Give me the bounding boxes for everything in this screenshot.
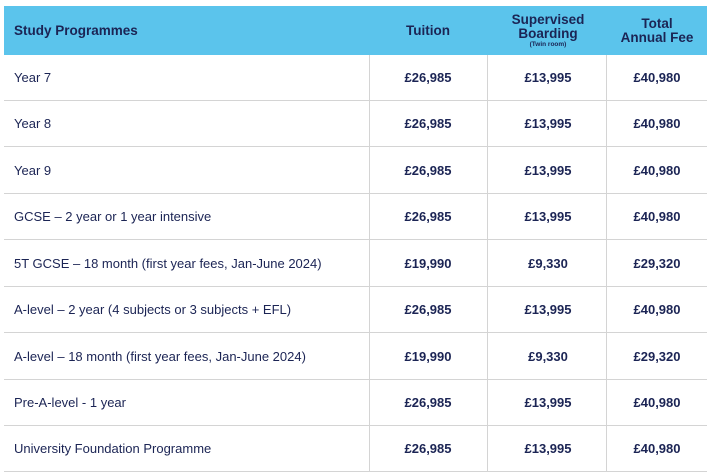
column-divider	[487, 55, 488, 471]
table-row	[4, 426, 707, 472]
total-cell: £40,980	[633, 163, 681, 178]
table-row	[4, 287, 707, 333]
header-tuition: Tuition	[406, 22, 450, 38]
table-row	[4, 334, 707, 380]
column-divider	[369, 55, 370, 471]
total-cell: £40,980	[633, 395, 681, 410]
total-cell: £40,980	[633, 302, 681, 317]
table-row	[4, 148, 707, 194]
total-cell: £29,320	[633, 349, 681, 364]
boarding-cell: £13,995	[524, 441, 572, 456]
total-cell: £40,980	[633, 209, 681, 224]
boarding-cell: £13,995	[524, 70, 572, 85]
boarding-cell: £13,995	[524, 163, 572, 178]
boarding-cell: £13,995	[524, 116, 572, 131]
programme-cell: 5T GCSE – 18 month (first year fees, Jan-June 2024)	[14, 256, 322, 271]
tuition-cell: £19,990	[404, 349, 452, 364]
table-header	[4, 6, 707, 55]
programme-cell: A-level – 18 month (first year fees, Jan-June 2024)	[14, 349, 306, 364]
header-total-line2: Annual Fee	[620, 29, 694, 45]
programme-cell: GCSE – 2 year or 1 year intensive	[14, 209, 212, 224]
table-row	[4, 241, 707, 287]
programme-cell: Pre-A-level - 1 year	[14, 395, 126, 410]
programme-cell: Year 7	[14, 70, 52, 85]
tuition-cell: £19,990	[404, 256, 452, 271]
tuition-cell: £26,985	[404, 302, 452, 317]
tuition-cell: £26,985	[404, 163, 452, 178]
tuition-cell: £26,985	[404, 209, 452, 224]
header-boarding-line2: Boarding	[518, 25, 578, 41]
programme-cell: Year 8	[14, 116, 52, 131]
header-supervised-boarding	[489, 6, 607, 55]
total-cell: £40,980	[633, 70, 681, 85]
header-study-programmes: Study Programmes	[14, 22, 138, 38]
header-boarding-note: (Twin room)	[529, 40, 567, 48]
table-row	[4, 380, 707, 426]
programme-cell: A-level – 2 year (4 subjects or 3 subjects + EFL)	[14, 302, 292, 317]
boarding-cell: £9,330	[528, 256, 568, 271]
tuition-cell: £26,985	[404, 116, 452, 131]
tuition-cell: £26,985	[404, 395, 452, 410]
table-row	[4, 194, 707, 240]
total-cell: £40,980	[633, 116, 681, 131]
boarding-cell: £13,995	[524, 302, 572, 317]
programme-cell: Year 9	[14, 163, 52, 178]
tuition-cell: £26,985	[404, 441, 452, 456]
header-total-annual-fee	[607, 6, 707, 55]
table-row	[4, 55, 707, 101]
column-divider	[606, 55, 607, 471]
header-total-line1: Total	[641, 15, 673, 31]
boarding-cell: £9,330	[528, 349, 568, 364]
table-row	[4, 101, 707, 147]
header-boarding-line1: Supervised	[511, 11, 585, 27]
programme-cell: University Foundation Programme	[14, 441, 212, 456]
tuition-cell: £26,985	[404, 70, 452, 85]
boarding-cell: £13,995	[524, 209, 572, 224]
total-cell: £40,980	[633, 441, 681, 456]
total-cell: £29,320	[633, 256, 681, 271]
boarding-cell: £13,995	[524, 395, 572, 410]
